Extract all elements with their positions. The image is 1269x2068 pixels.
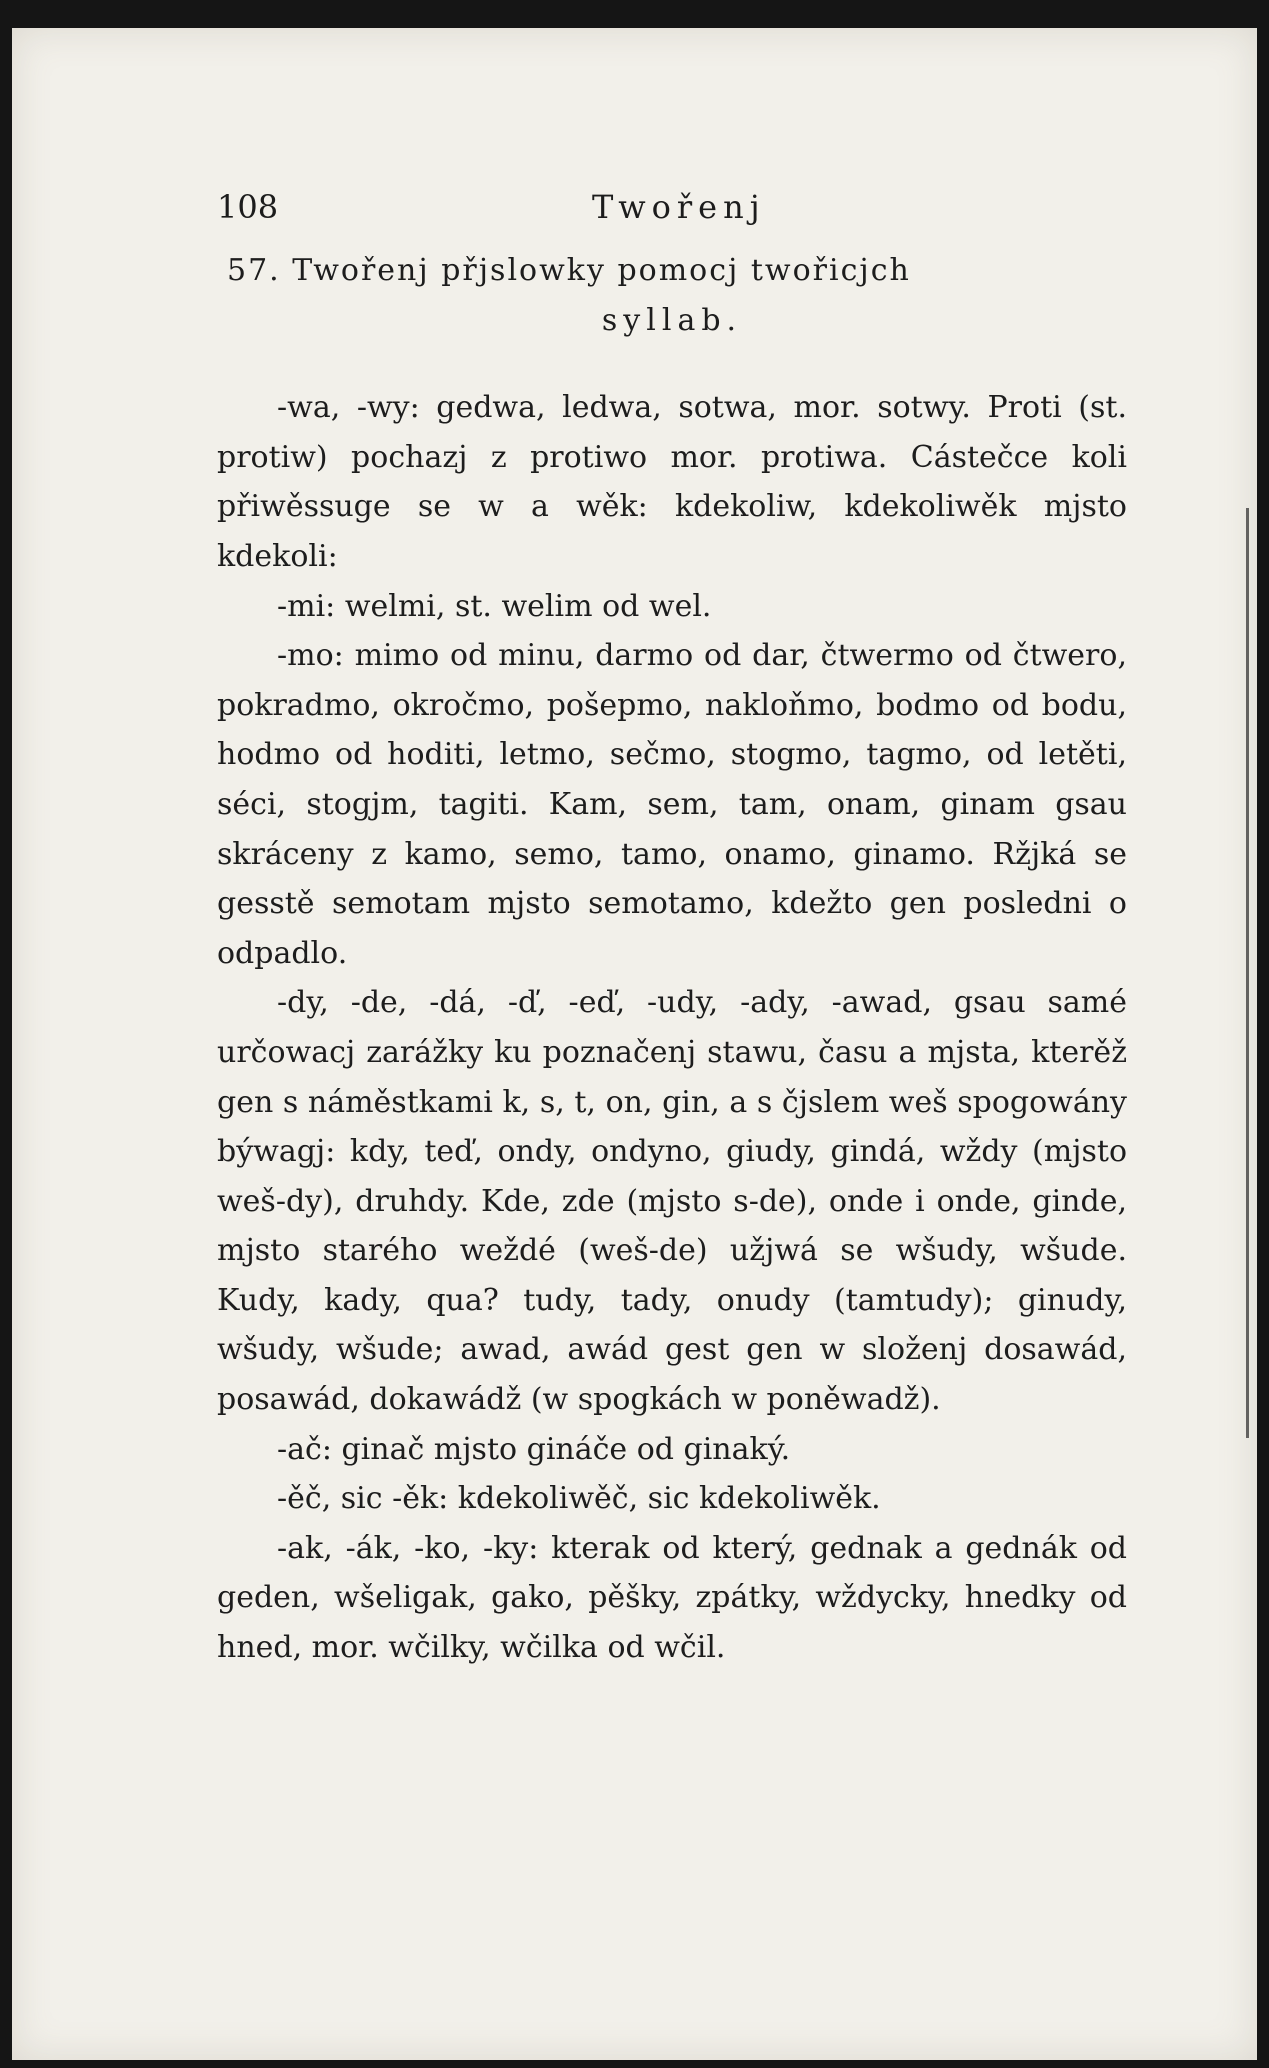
paragraph-ak: -ak, -ák, -ko, -ky: kterak od který, gednak a gednák od geden, wšeligak, gako, pěšky, zpátky, wždycky, hnedky od hned, mor. wčilky, wčilka od wčil. xyxy=(217,1530,1127,1666)
paragraph-dy: -dy, -de, -dá, -ď, -eď, -udy, -ady, -awad, gsau samé určowacj zarážky ku poznačenj stawu, času a mjsta, kterěž gen s náměstkami k, s, t, on, gin, a s čjslem weš spogowány býwagj: kdy, teď, ondy, ondyno, giudy, gindá, wždy (mjsto weš-dy), druhdy. Kde, zde (mjsto s-de), onde i onde, ginde, mjsto starého weždé (weš-de) užjwá se wšudy, wšude. Kudy, kady, qua? tudy, tady, onudy (tamtudy); ginudy, wšudy, wšude; awad, awád gest gen w složenj dosawád, posawád, dokawádž (w spogkách w poněwadž). xyxy=(217,985,1127,1418)
page-body xyxy=(217,246,1127,1673)
page-fold-shadow xyxy=(1246,508,1249,1438)
paragraph-wa: -wa, -wy: gedwa, ledwa, sotwa, mor. sotwy. Proti (st. protiw) pochazj z protiwo mor. protiwa. Cástečce koli přiwěssuge se w a wěk: kdekoliw, kdekoliwěk mjsto kdekoli: xyxy=(217,390,1127,574)
section-title-line2: syllab. xyxy=(601,302,743,338)
page-number: 108 xyxy=(217,188,279,226)
running-head: Twořenj xyxy=(592,188,766,226)
paragraph-ec: -ěč, sic -ěk: kdekoliwěč, sic kdekoliwěk. xyxy=(277,1481,881,1517)
paragraph-ac: -ač: ginač mjsto gináče od ginaký. xyxy=(277,1431,791,1467)
section-title xyxy=(217,246,1127,296)
book-page xyxy=(12,28,1257,2060)
paragraph-mo: -mo: mimo od minu, darmo od dar, čtwermo od čtwero, pokradmo, okročmo, pošepmo, nakloňmo, bodmo od bodu, hodmo od hoditi, letmo, sečmo, stogmo, tagmo, od letěti, séci, stogjm, tagiti. Kam, sem, tam, onam, ginam gsau skráceny z kamo, semo, tamo, onamo, ginamo. Ržjká se gesstě semotam mjsto semotamo, kdežto gen posledni o odpadlo. xyxy=(217,638,1127,971)
section-title-line1: Twořenj přjslowky pomocj twořicjch xyxy=(292,253,911,288)
page-header xyxy=(217,188,1127,238)
section-number: 57. xyxy=(227,253,281,288)
paragraph-mi: -mi: welmi, st. welim od wel. xyxy=(277,588,712,624)
